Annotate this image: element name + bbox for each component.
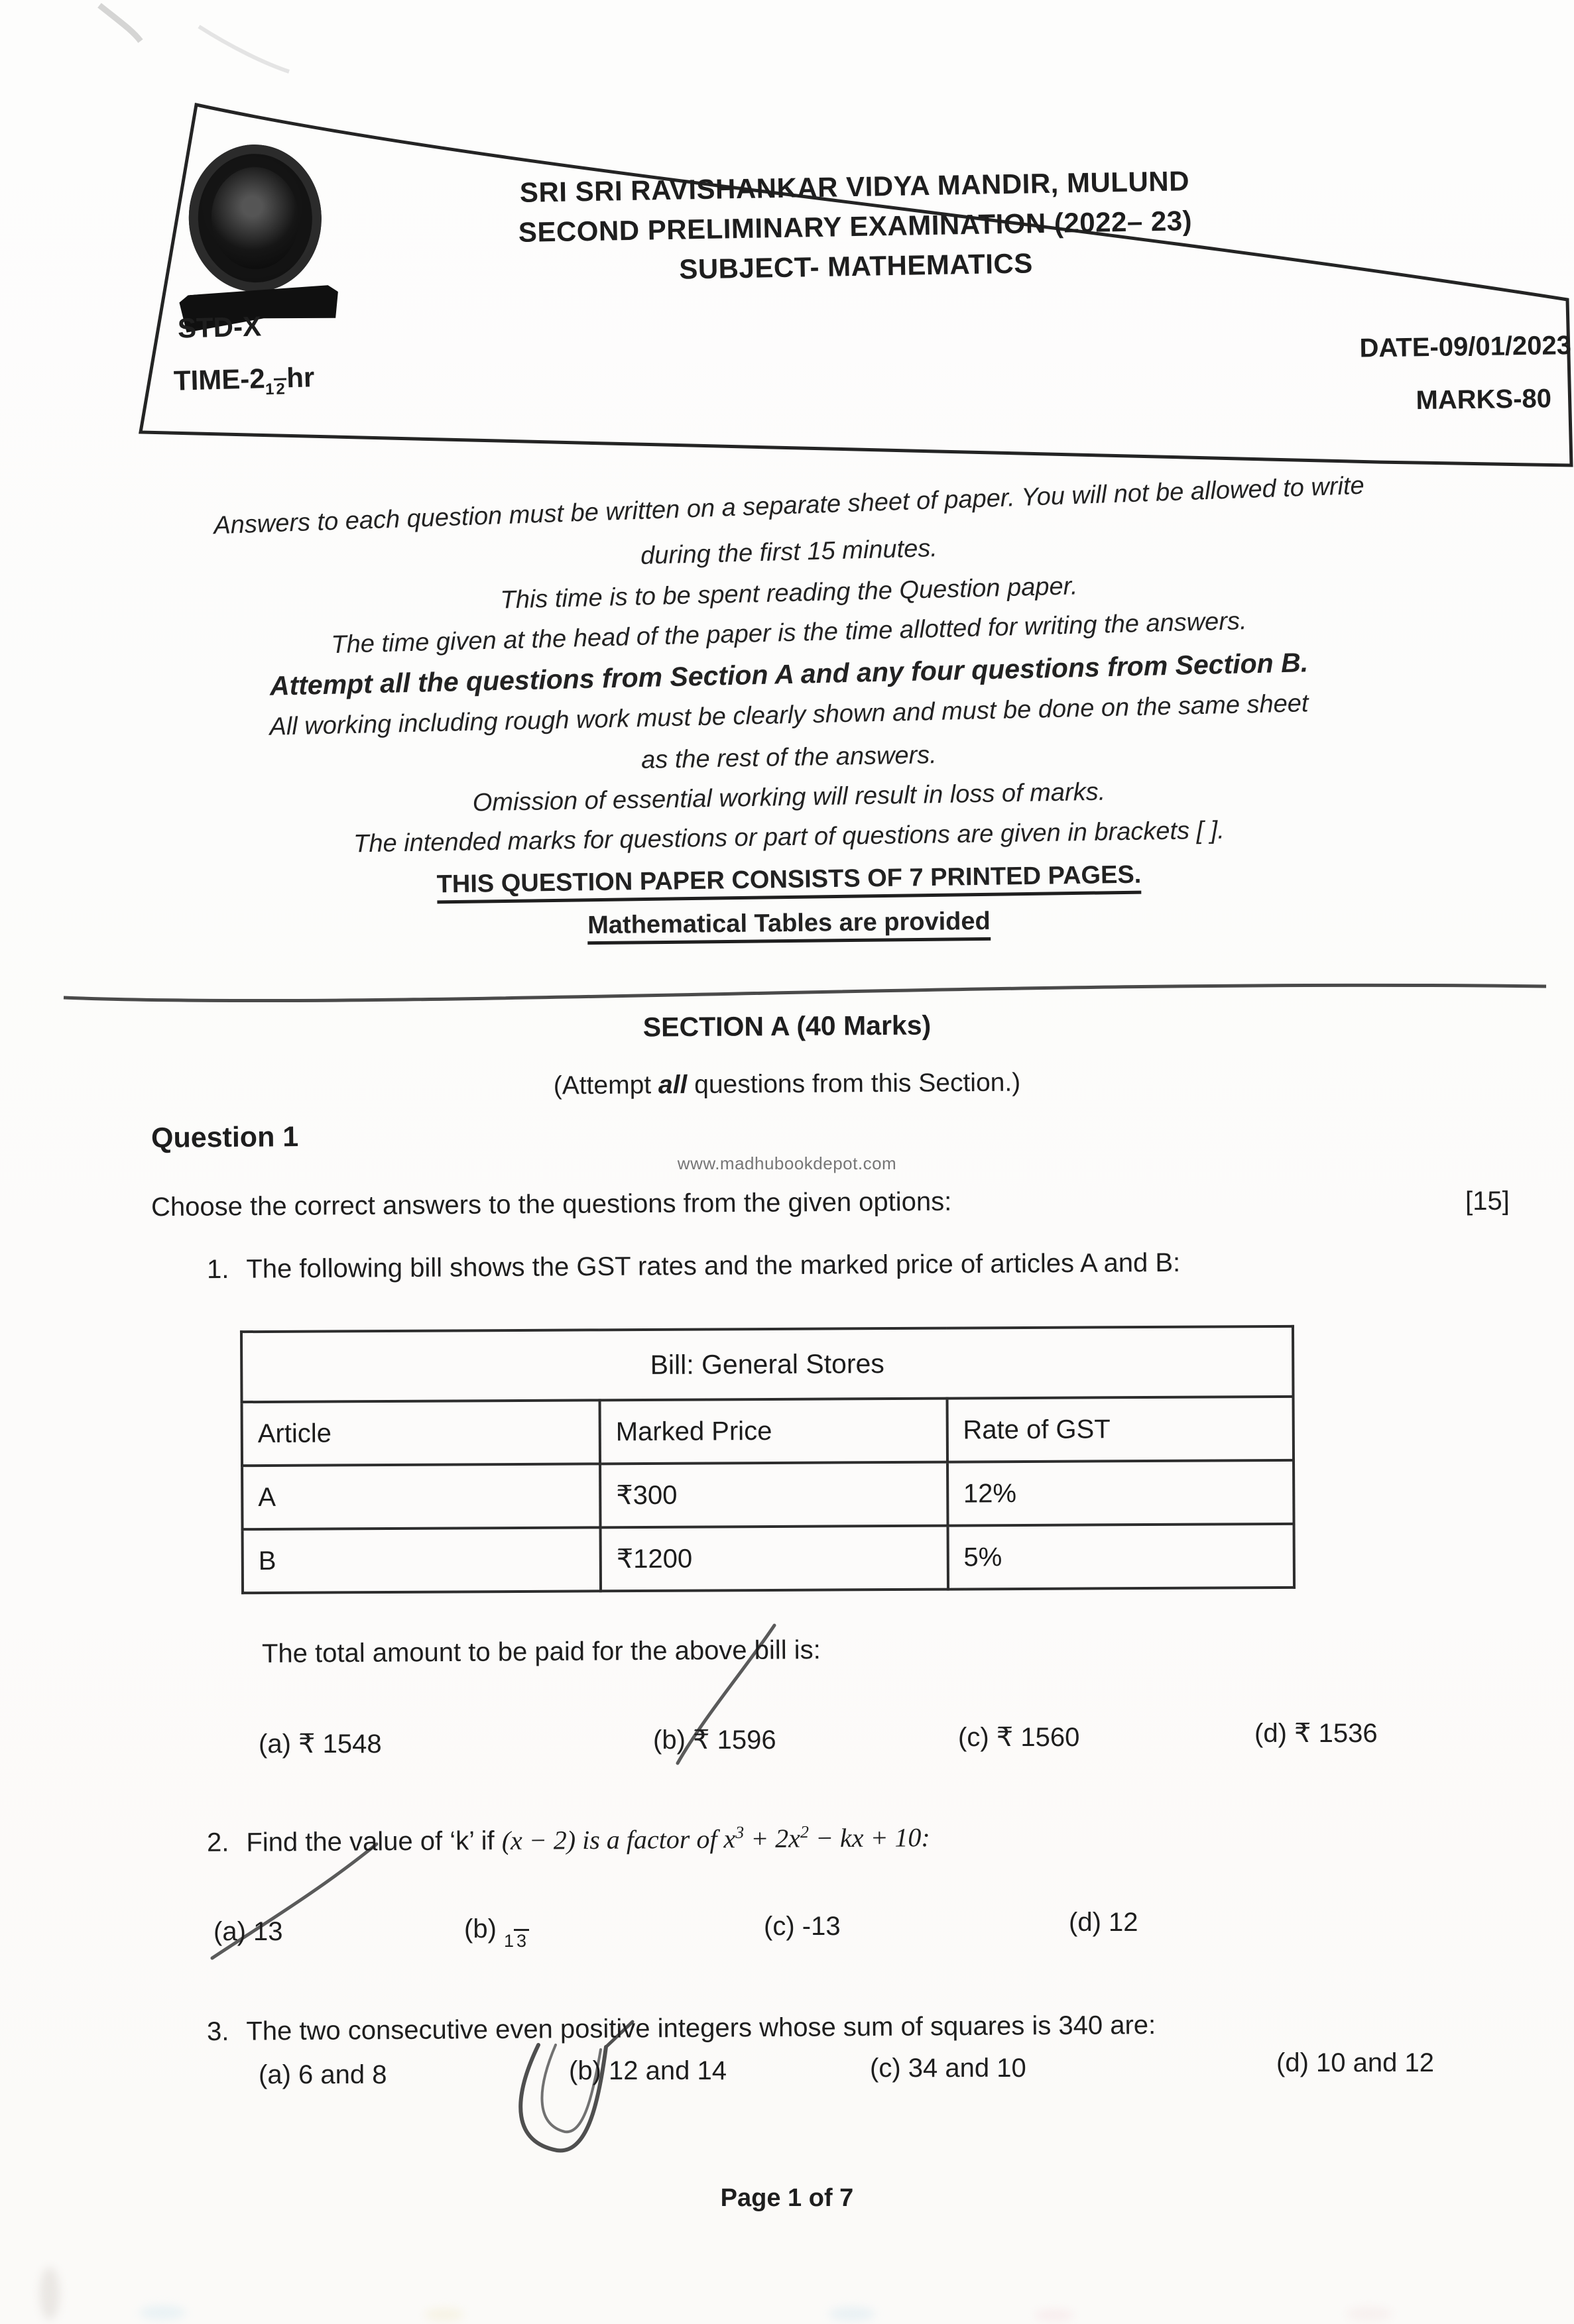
question-1-subtext: The total amount to be paid for the above bill is: bbox=[261, 1635, 821, 1668]
instruction-line: Answers to each question must be written on a separate sheet of paper. You will not be allowed to write bbox=[213, 471, 1365, 540]
option-b: (b) 1 3 bbox=[464, 1914, 529, 1950]
time-label bbox=[173, 361, 315, 400]
col-header-rate-of-gst: Rate of GST bbox=[947, 1397, 1294, 1462]
header-title-block bbox=[357, 158, 1354, 295]
scan-artifact bbox=[139, 2305, 186, 2320]
table-caption: Bill: General Stores bbox=[241, 1326, 1294, 1402]
instruction-line-pages: THIS QUESTION PAPER CONSISTS OF 7 PRINTED PAGES. bbox=[73, 856, 1505, 904]
cell-price-b: ₹1200 bbox=[601, 1526, 948, 1592]
instruction-line: as the rest of the answers. bbox=[640, 741, 938, 774]
col-header-article: Article bbox=[242, 1400, 600, 1466]
time-fraction: 12 bbox=[265, 381, 287, 398]
time-prefix: TIME-2 bbox=[173, 363, 266, 396]
option-d: (d) 10 and 12 bbox=[1276, 2048, 1434, 2077]
question-number: 2. bbox=[206, 1828, 229, 1858]
question-3-text: 3. The two consecutive even positive integers whose sum of squares is 340 are: bbox=[206, 2010, 1156, 2046]
question-number: 1. bbox=[206, 1254, 229, 1285]
instruction-line: The time given at the head of the paper is the time allotted for writing the answers. bbox=[330, 607, 1248, 660]
marks-label: MARKS-80 bbox=[1416, 384, 1552, 416]
instruction-line: The intended marks for questions or part of questions are given in brackets [ ]. bbox=[353, 816, 1225, 858]
question-number: 3. bbox=[206, 2016, 229, 2046]
instruction-line-attempt: Attempt all the questions from Section A and any four questions from Section B. bbox=[269, 647, 1309, 701]
option-d: (d) ₹ 1536 bbox=[1254, 1719, 1378, 1748]
instruction-line: This time is to be spent reading the Question paper. bbox=[500, 572, 1078, 614]
instruction-line-tables: Mathematical Tables are provided bbox=[73, 902, 1505, 946]
cell-article-b: B bbox=[243, 1527, 601, 1593]
page-footer: Page 1 of 7 bbox=[720, 2184, 854, 2212]
question-1-text: 1. The following bill shows the GST rates and the marked price of articles A and B: bbox=[206, 1248, 1181, 1285]
instruction-line: Omission of essential working will result in loss of marks. bbox=[472, 778, 1106, 817]
option-b: (b) 12 and 14 bbox=[569, 2056, 727, 2085]
cell-price-a: ₹300 bbox=[600, 1462, 947, 1528]
option-c: (c) -13 bbox=[764, 1912, 841, 1941]
scan-artifact bbox=[424, 2308, 464, 2321]
marks-bracket: [15] bbox=[1465, 1186, 1510, 1216]
time-suffix: hr bbox=[286, 361, 315, 394]
bill-table bbox=[240, 1325, 1296, 1594]
scan-artifact bbox=[40, 2267, 60, 2320]
table-header-row bbox=[242, 1397, 1294, 1466]
cell-gst-a: 12% bbox=[947, 1460, 1294, 1526]
option-b: (b) ₹ 1596 bbox=[653, 1725, 776, 1755]
scan-artifact bbox=[1346, 2307, 1392, 2321]
section-a-attempt-note: (Attempt all questions from this Section.) bbox=[553, 1068, 1021, 1100]
scan-artifact bbox=[1034, 2309, 1074, 2321]
question-1-heading: Question 1 bbox=[151, 1121, 299, 1154]
date-label: DATE-09/01/2023 bbox=[1359, 331, 1572, 363]
std-label: STD-X bbox=[177, 310, 262, 344]
scan-smudge-mark bbox=[99, 5, 141, 41]
polynomial: $x^3 + 2x^2$ − kx + 10: bbox=[723, 1822, 930, 1854]
section-a-title: SECTION A (40 Marks) bbox=[642, 1010, 932, 1043]
option-a: (a) 13 bbox=[213, 1917, 283, 1946]
option-c: (c) 34 and 10 bbox=[870, 2054, 1026, 2083]
table-row bbox=[243, 1524, 1294, 1593]
instruction-line: All working including rough work must be clearly shown and must be done on the same sheet bbox=[269, 689, 1309, 741]
subject-name: SUBJECT- MATHEMATICS bbox=[678, 247, 1034, 285]
school-name: SRI SRI RAVISHANKAR VIDYA MANDIR, MULUND bbox=[519, 165, 1190, 208]
exam-name: SECOND PRELIMINARY EXAMINATION (2022– 23) bbox=[518, 205, 1193, 248]
col-header-marked-price: Marked Price bbox=[599, 1399, 947, 1464]
cell-article-a: A bbox=[242, 1464, 600, 1529]
option-d: (d) 12 bbox=[1069, 1908, 1138, 1937]
school-logo bbox=[174, 142, 340, 339]
option-a: (a) 6 and 8 bbox=[259, 2060, 387, 2089]
section-divider-line bbox=[64, 985, 1546, 1000]
watermark: www.madhubookdepot.com bbox=[677, 1153, 897, 1173]
instruction-line: during the first 15 minutes. bbox=[640, 534, 938, 570]
question-2-text: 2. Find the value of ‘k’ if (x − 2) is a factor of $x^3 + 2x^2$ − kx + 10: bbox=[206, 1822, 930, 1858]
cell-gst-b: 5% bbox=[947, 1524, 1294, 1590]
table-caption-row bbox=[241, 1326, 1294, 1402]
table-row bbox=[242, 1460, 1294, 1529]
option-c: (c) ₹ 1560 bbox=[958, 1723, 1080, 1752]
school-logo-seal-icon bbox=[186, 143, 324, 294]
option-a: (a) ₹ 1548 bbox=[259, 1729, 382, 1759]
scan-smudge-mark bbox=[199, 27, 289, 72]
choose-instruction: Choose the correct answers to the questions from the given options: bbox=[151, 1187, 952, 1222]
fraction-one-third: 1 3 bbox=[504, 1932, 529, 1950]
scan-artifact bbox=[829, 2307, 875, 2321]
